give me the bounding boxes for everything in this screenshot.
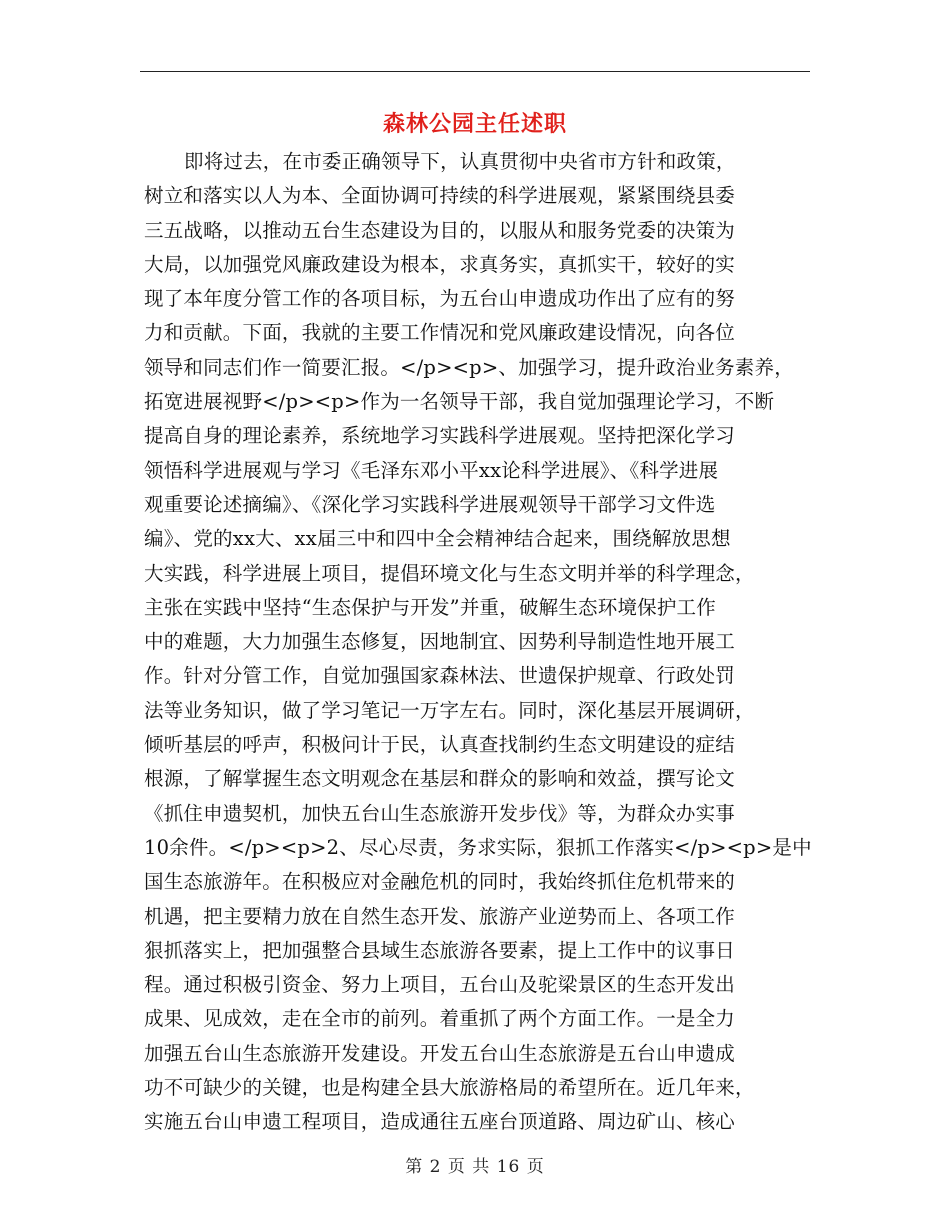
- paragraph-line: 程。通过积极引资金、努力上项目，五台山及驼梁景区的生态开发出: [144, 973, 736, 997]
- paragraph-line: 法等业务知识，做了学习笔记一万字左右。同时，深化基层开展调研，: [144, 698, 755, 722]
- paragraph-line: 倾听基层的呼声，积极问计于民，认真查找制约生态文明建设的症结: [144, 733, 736, 757]
- paragraph-line: 三五战略，以推动五台生态建设为目的，以服从和服务党委的决策为: [144, 218, 736, 242]
- paragraph-line: 拓宽进展视野</p><p>作为一名领导干部，我自觉加强理论学习，不断: [144, 390, 775, 414]
- paragraph-line: 树立和落实以人为本、全面协调可持续的科学进展观，紧紧围绕县委: [144, 184, 736, 208]
- paragraph-line: 机遇，把主要精力放在自然生态开发、旅游产业逆势而上、各项工作: [144, 904, 736, 928]
- paragraph-line: 大局，以加强党风廉政建设为根本，求真务实，真抓实干，较好的实: [144, 252, 736, 276]
- page-number-footer: 第 2 页 共 16 页: [405, 1157, 545, 1177]
- paragraph-line: 作。针对分管工作，自觉加强国家森林法、世遗保护规章、行政处罚: [144, 664, 736, 688]
- paragraph-line: 领导和同志们作一简要汇报。</p><p>、加强学习，提升政治业务素养，: [144, 355, 794, 379]
- paragraph-line: 大实践，科学进展上项目，提倡环境文化与生态文明并举的科学理念，: [144, 561, 755, 585]
- paragraph-line: 国生态旅游年。在积极应对金融危机的同时，我始终抓住危机带来的: [144, 870, 736, 894]
- paragraph-line: 主张在实践中坚持“生态保护与开发”并重，破解生态环境保护工作: [144, 595, 716, 619]
- paragraph-line: 加强五台山生态旅游开发建设。开发五台山生态旅游是五台山申遗成: [144, 1041, 736, 1065]
- header-rule: [140, 71, 810, 72]
- paragraph-line: 中的难题，大力加强生态修复，因地制宜、因势利导制造性地开展工: [144, 630, 736, 654]
- paragraph-line: 狠抓落实上，把加强整合县域生态旅游各要素，提上工作中的议事日: [144, 938, 736, 962]
- paragraph-line: 实施五台山申遗工程项目，造成通往五座台顶道路、周边矿山、核心: [144, 1110, 736, 1134]
- paragraph-line: 10余件。</p><p>2、尽心尽责，务求实际，狠抓工作落实</p><p>是中: [144, 835, 812, 859]
- document-body: [144, 145, 814, 1140]
- paragraph-line: 观重要论述摘编》、《深化学习实践科学进展观领导干部学习文件选: [144, 492, 716, 516]
- paragraph-line: 功不可缺少的关键，也是构建全县大旅游格局的希望所在。近几年来，: [144, 1076, 755, 1100]
- paragraph-line: 力和贡献。下面，我就的主要工作情况和党风廉政建设情况，向各位: [144, 321, 736, 345]
- paragraph-line: 现了本年度分管工作的各项目标，为五台山申遗成功作出了应有的努: [144, 287, 736, 311]
- paragraph-line: 领悟科学进展观与学习《毛泽东邓小平xx论科学进展》、《科学进展: [144, 458, 719, 482]
- paragraph-line: 提高自身的理论素养，系统地学习实践科学进展观。坚持把深化学习: [144, 424, 736, 448]
- paragraph-line: 成果、见成效，走在全市的前列。着重抓了两个方面工作。一是全力: [144, 1007, 736, 1031]
- paragraph-line: 即将过去，在市委正确领导下，认真贯彻中央省市方针和政策，: [184, 150, 736, 173]
- document-title: 森林公园主任述职: [382, 112, 567, 137]
- paragraph-line: 《抓住申遗契机，加快五台山生态旅游开发步伐》等，为群众办实事: [144, 801, 736, 825]
- paragraph-line: 编》、党的xx大、xx届三中和四中全会精神结合起来，围绕解放思想: [144, 527, 731, 551]
- paragraph-line: 根源，了解掌握生态文明观念在基层和群众的影响和效益，撰写论文: [144, 767, 736, 791]
